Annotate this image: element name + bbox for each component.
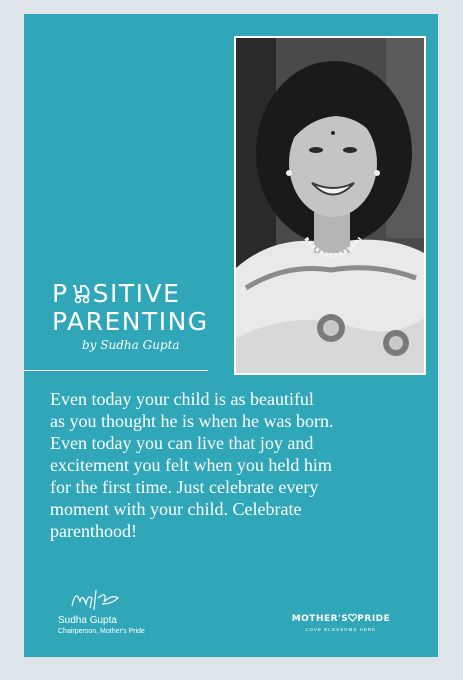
signer-title: Chairperson, Mother's Pride — [58, 628, 145, 635]
poster — [24, 14, 438, 657]
portrait-frame — [234, 36, 426, 375]
logo-tagline: LOVE BLOSSOMS HERE — [305, 627, 377, 632]
brand-title-line1 — [52, 280, 209, 308]
signer-name: Sudha Gupta — [58, 615, 117, 626]
divider — [24, 370, 208, 371]
quote-text: Even today your child is as beautiful as you thought he is when he was born. Even today you can live that joy and excitement you felt when you held him for the first time. Just celebrate every moment with your child. Celebrate parenthood! — [50, 389, 334, 541]
portrait-photo — [236, 38, 424, 373]
positive-parenting-brand — [52, 280, 209, 352]
logo-word-left: MOTHER'S — [291, 614, 349, 624]
brand-title-line2: PARENTING — [52, 307, 209, 336]
logo-word-right: PRIDE — [357, 614, 391, 624]
signature-icon — [68, 584, 128, 612]
brand-byline: by Sudha Gupta — [82, 338, 180, 352]
heart-icon — [348, 613, 357, 622]
stroller-icon — [70, 282, 92, 304]
brand-title-end: SITIVE — [92, 279, 181, 308]
mothers-pride-logo — [286, 613, 396, 632]
brand-title-start: P — [52, 279, 69, 308]
logo-wordmark — [286, 613, 396, 624]
